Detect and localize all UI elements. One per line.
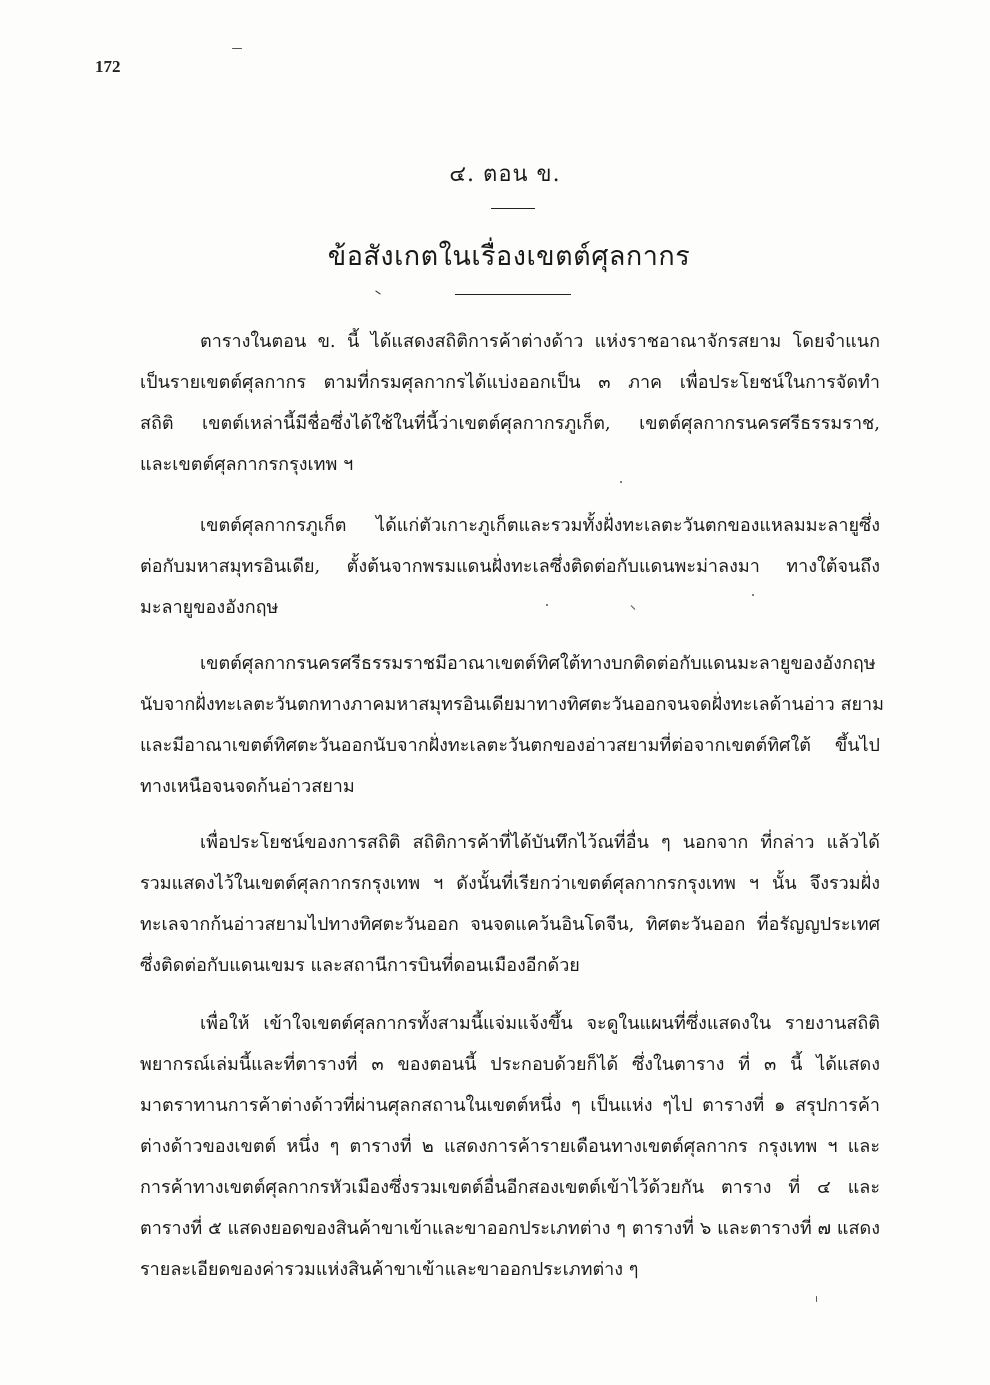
paragraph-1 (140, 321, 880, 485)
paragraph-line: ซึ่งติดต่อกับแดนเขมร และสถานีการบินที่ดอนเมืองอีกด้วย (140, 955, 580, 976)
paragraph-5 (140, 1003, 880, 1290)
paragraph-line: ตารางที่ ๕ แสดงยอดของสินค้าขาเข้าและขาออกประเภทต่าง ๆ ตารางที่ ๖ และตารางที่ ๗ แสดง (140, 1218, 880, 1239)
paragraph-line: และมีอาณาเขตต์ทิศตะวันออกนับจากฝั่งทะเลตะวันตกของอ่าวสยามที่ต่อจากเขตต์ทิศใต้ ขึ้นไป (140, 735, 880, 756)
paragraph-3 (140, 643, 885, 807)
paragraph-line: มะลายูของอังกฤษ (140, 597, 279, 618)
paragraph-line: ตารางในตอน ข. นี้ ได้แสดงสถิติการค้าต่างด้าว แห่งราชอาณาจักรสยาม โดยจำแนก (200, 331, 880, 352)
title-divider (455, 294, 571, 295)
section-heading-text: ๔. ตอน ข. (449, 162, 561, 187)
scan-speck (620, 481, 622, 483)
paragraph-line: เขตต์ศุลกากรนครศรีธรรมราชมีอาณาเขตต์ทิศใต้ทางบกติดต่อกับแดนมะลายูของอังกฤษ (200, 653, 876, 674)
paragraph-line: เป็นรายเขตต์ศุลกากร ตามที่กรมศุลกากรได้แบ่งออกเป็น ๓ ภาค เพื่อประโยชน์ในการจัดทำ (140, 372, 880, 393)
paragraph-line: ต่างด้าวของเขตต์ หนึ่ง ๆ ตารางที่ ๒ แสดงการค้ารายเดือนทางเขตต์ศุลกากร กรุงเทพ ฯ และ (140, 1136, 880, 1157)
page-title (0, 234, 990, 277)
ink-mark (375, 290, 380, 294)
heading-divider (491, 208, 535, 209)
paragraph-line: พยากรณ์เล่มนี้และที่ตารางที่ ๓ ของตอนนี้ ประกอบด้วยก็ได้ ซึ่งในตาราง ที่ ๓ นี้ ได้แสดง (140, 1054, 880, 1075)
paragraph-line: เพื่อให้ เข้าใจเขตต์ศุลกากรทั้งสามนี้แจ่มแจ้งขึ้น จะดูในแผนที่ซึ่งแสดงใน รายงานสถิติ (200, 1013, 880, 1034)
paragraph-line: รายละเอียดของค่ารวมแห่งสินค้าขาเข้าและขาออกประเภทต่าง ๆ (140, 1259, 639, 1280)
paragraph-line: การค้าทางเขตต์ศุลกากรหัวเมืองซึ่งรวมเขตต์อื่นอีกสองเขตต์เข้าไว้ด้วยกัน ตาราง ที่ ๔ และ (140, 1177, 880, 1198)
scan-speck (816, 1296, 817, 1302)
paragraph-line: ทะเลจากก้นอ่าวสยามไปทางทิศตะวันออก จนจดแคว้นอินโดจีน, ทิศตะวันออก ที่อรัญญประเทศ (140, 914, 880, 935)
paragraph-line: นับจากฝั่งทะเลตะวันตกทางภาคมหาสมุทรอินเดียมาทางทิศตะวันออกจนจดฝั่งทะเลด้านอ่าว สยาม (140, 694, 885, 715)
page-number: 172 (95, 57, 121, 76)
scan-speck (752, 594, 754, 596)
scan-speck (546, 604, 548, 606)
page-title-text: ข้อสังเกตในเรื่องเขตต์ศุลกากร (327, 241, 691, 272)
paragraph-4 (140, 822, 880, 986)
section-heading (0, 156, 990, 191)
paragraph-line: ต่อกับมหาสมุทรอินเดีย, ตั้งต้นจากพรมแดนฝั่งทะเลซึ่งติดต่อกับแดนพะม่าลงมา ทางใต้จนถึง (140, 556, 880, 577)
paragraph-line: และเขตต์ศุลกากรกรุงเทพ ฯ (140, 454, 354, 475)
paragraph-line: สถิติ เขตต์เหล่านี้มีชื่อซึ่งได้ใช้ในที่นี้ว่าเขตต์ศุลกากรภูเก็ต, เขตต์ศุลกากรนครศรีธรรมราช, (140, 413, 880, 434)
scan-speck (232, 48, 242, 49)
paragraph-line: เพื่อประโยชน์ของการสถิติ สถิติการค้าที่ได้บันทึกไว้ณที่อื่น ๆ นอกจาก ที่กล่าว แล้วได้ (200, 832, 880, 853)
paragraph-line: เขตต์ศุลกากรภูเก็ต ได้แก่ตัวเกาะภูเก็ตและรวมทั้งฝั่งทะเลตะวันตกของแหลมมะลายูซึ่ง (200, 515, 880, 536)
paragraph-line: มาตราทานการค้าต่างด้าวที่ผ่านศุลกสถานในเขตต์หนึ่ง ๆ เป็นแห่ง ๆไป ตารางที่ ๑ สรุปการค้า (140, 1095, 880, 1116)
paragraph-line: ทางเหนือจนจดก้นอ่าวสยาม (140, 776, 355, 797)
paragraph-line: รวมแสดงไว้ในเขตต์ศุลกากรกรุงเทพ ฯ ดังนั้นที่เรียกว่าเขตต์ศุลกากรกรุงเทพ ฯ นั้น จึงรวมฝั่ง (140, 873, 880, 894)
paragraph-2 (140, 505, 880, 628)
